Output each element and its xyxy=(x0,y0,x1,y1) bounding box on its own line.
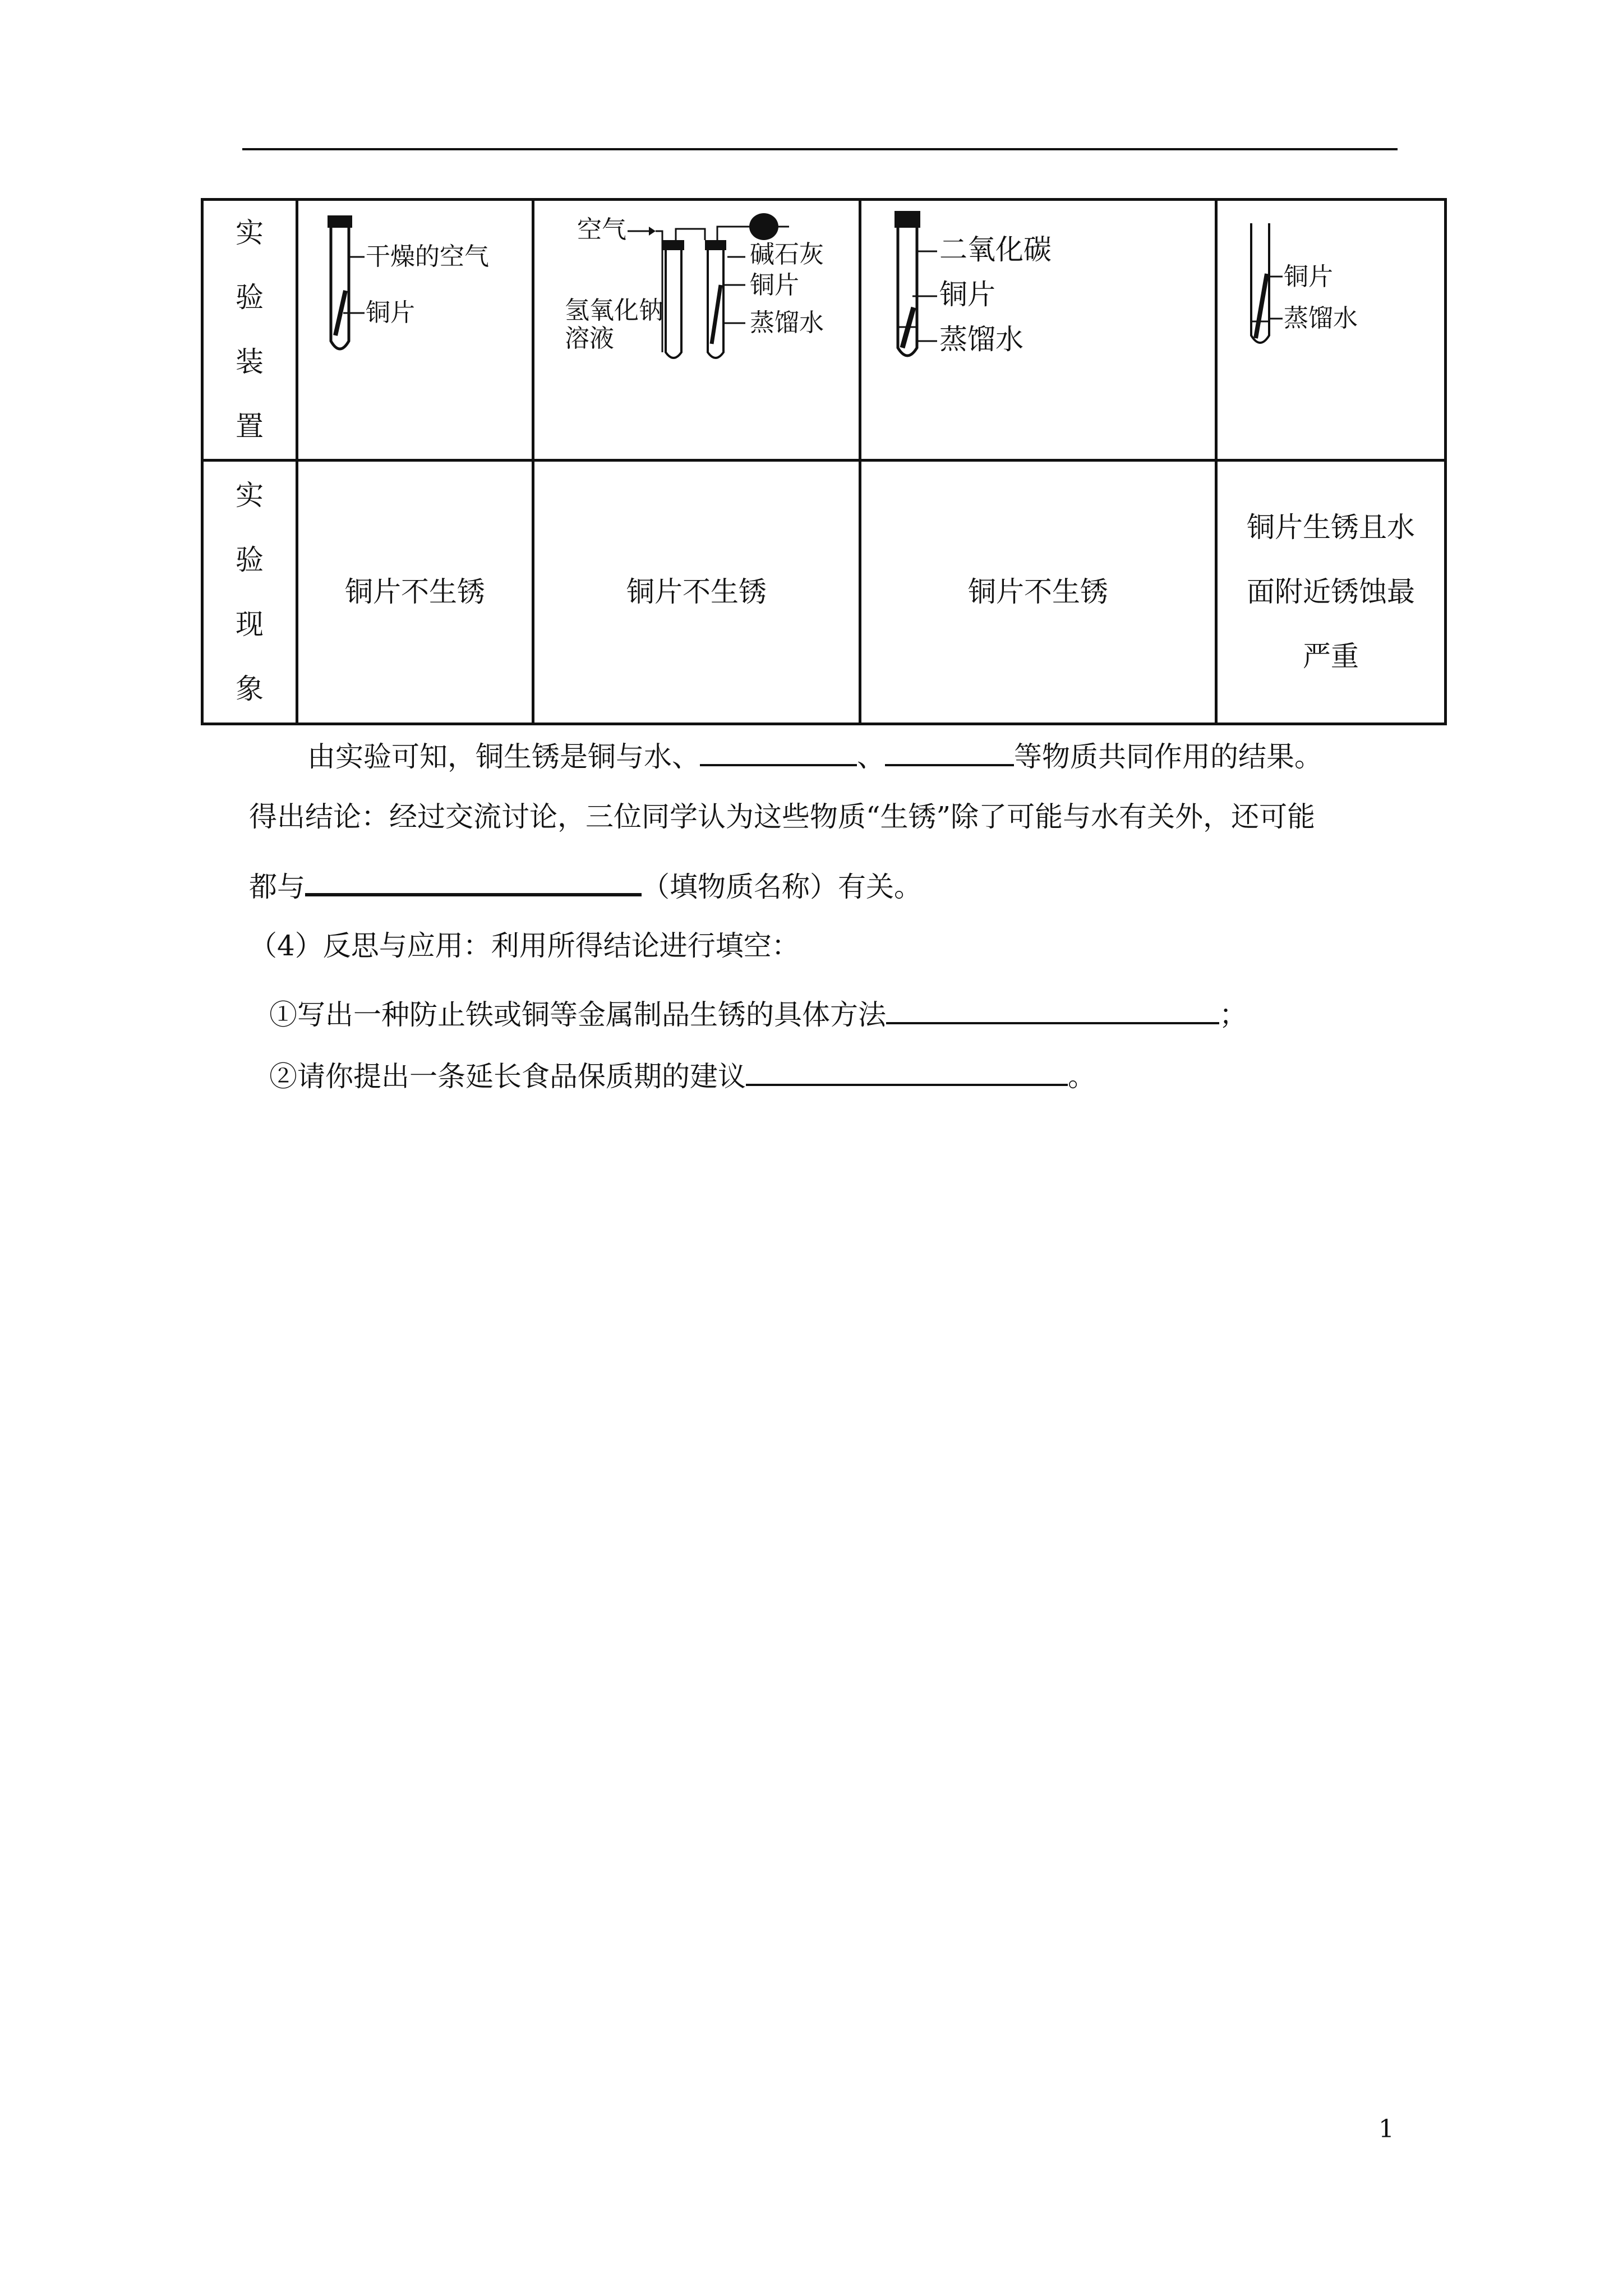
header-char: 验 xyxy=(236,543,264,576)
header-char: 现 xyxy=(236,608,264,641)
page-number: 1 xyxy=(1378,2115,1394,2143)
label-distilled-water: 蒸馏水 xyxy=(939,323,1023,356)
phenomenon-line: 铜片生锈且水 xyxy=(1247,511,1415,544)
phenomenon-line: 面附近锈蚀最 xyxy=(1247,576,1415,608)
phenomenon-cell-4 xyxy=(1216,461,1446,724)
phenomenon-row-header xyxy=(202,461,297,724)
phenomenon-cell-2: 铜片不生锈 xyxy=(533,461,860,724)
label-copper: 铜片 xyxy=(1284,263,1333,291)
header-char: 象 xyxy=(236,672,264,705)
label-soda-lime: 碱石灰 xyxy=(750,240,824,269)
label-copper: 铜片 xyxy=(750,271,799,300)
device-row xyxy=(202,200,1446,461)
label-dry-air: 干燥的空气 xyxy=(366,242,489,271)
label-air: 空气 xyxy=(577,215,626,244)
phenomenon-row xyxy=(202,461,1446,724)
test-tube-water-diagram xyxy=(1224,201,1437,369)
conclusion-paragraph: 得出结论：经过交流讨论，三位同学认为这些物质“生锈”除了可能与水有关外，还可能 xyxy=(249,800,1316,833)
header-char: 置 xyxy=(236,410,264,443)
text-fragment: ； xyxy=(1219,999,1247,1031)
test-tube-co2-diagram xyxy=(870,201,1206,369)
device-cell-1 xyxy=(297,200,533,461)
test-tube-dry-air-diagram xyxy=(303,201,527,369)
answer-blank[interactable] xyxy=(886,996,1219,1024)
experiment-table xyxy=(201,198,1447,725)
conclusion-paragraph-cont xyxy=(249,867,922,904)
device-cell-2 xyxy=(533,200,860,461)
header-char: 实 xyxy=(236,217,264,249)
text-fragment: ①写出一种防止铁或铜等金属制品生锈的具体方法 xyxy=(269,999,886,1031)
header-rule xyxy=(242,148,1398,150)
answer-blank[interactable] xyxy=(305,867,642,896)
device-cell-4 xyxy=(1216,200,1446,461)
question-2 xyxy=(269,1058,1096,1093)
text-fragment: 。 xyxy=(1068,1060,1096,1093)
label-co2: 二氧化碳 xyxy=(939,233,1052,266)
phenomenon-cell-1: 铜片不生锈 xyxy=(297,461,533,724)
answer-blank[interactable] xyxy=(700,738,857,766)
phenomenon-line: 严重 xyxy=(1303,640,1359,673)
answer-blank[interactable] xyxy=(746,1058,1068,1086)
text-fragment: ②请你提出一条延长食品保质期的建议 xyxy=(269,1060,746,1093)
question-1 xyxy=(269,996,1247,1032)
label-distilled-water: 蒸馏水 xyxy=(1284,304,1358,333)
label-copper: 铜片 xyxy=(366,298,415,327)
text-fragment: （填物质名称）有关。 xyxy=(642,871,922,903)
label-solution: 溶液 xyxy=(565,324,614,353)
text-fragment: 都与 xyxy=(249,871,305,903)
header-char: 实 xyxy=(236,478,264,512)
device-row-header xyxy=(202,200,297,461)
header-char: 装 xyxy=(236,346,264,378)
answer-blank[interactable] xyxy=(885,738,1014,766)
phenomenon-cell-3: 铜片不生锈 xyxy=(860,461,1216,724)
device-cell-3 xyxy=(860,200,1216,461)
label-naoh: 氢氧化钠 xyxy=(565,296,663,325)
header-char: 验 xyxy=(236,281,264,314)
text-fragment: 、 xyxy=(857,740,885,773)
two-tube-apparatus-diagram xyxy=(537,201,856,369)
conclusion-sentence xyxy=(307,738,1322,774)
label-distilled-water: 蒸馏水 xyxy=(750,309,824,337)
text-fragment: 等物质共同作用的结果。 xyxy=(1014,740,1322,773)
section-heading: （4）反思与应用：利用所得结论进行填空： xyxy=(249,930,800,962)
label-copper: 铜片 xyxy=(939,278,995,311)
text-fragment: 由实验可知，铜生锈是铜与水、 xyxy=(307,740,700,773)
